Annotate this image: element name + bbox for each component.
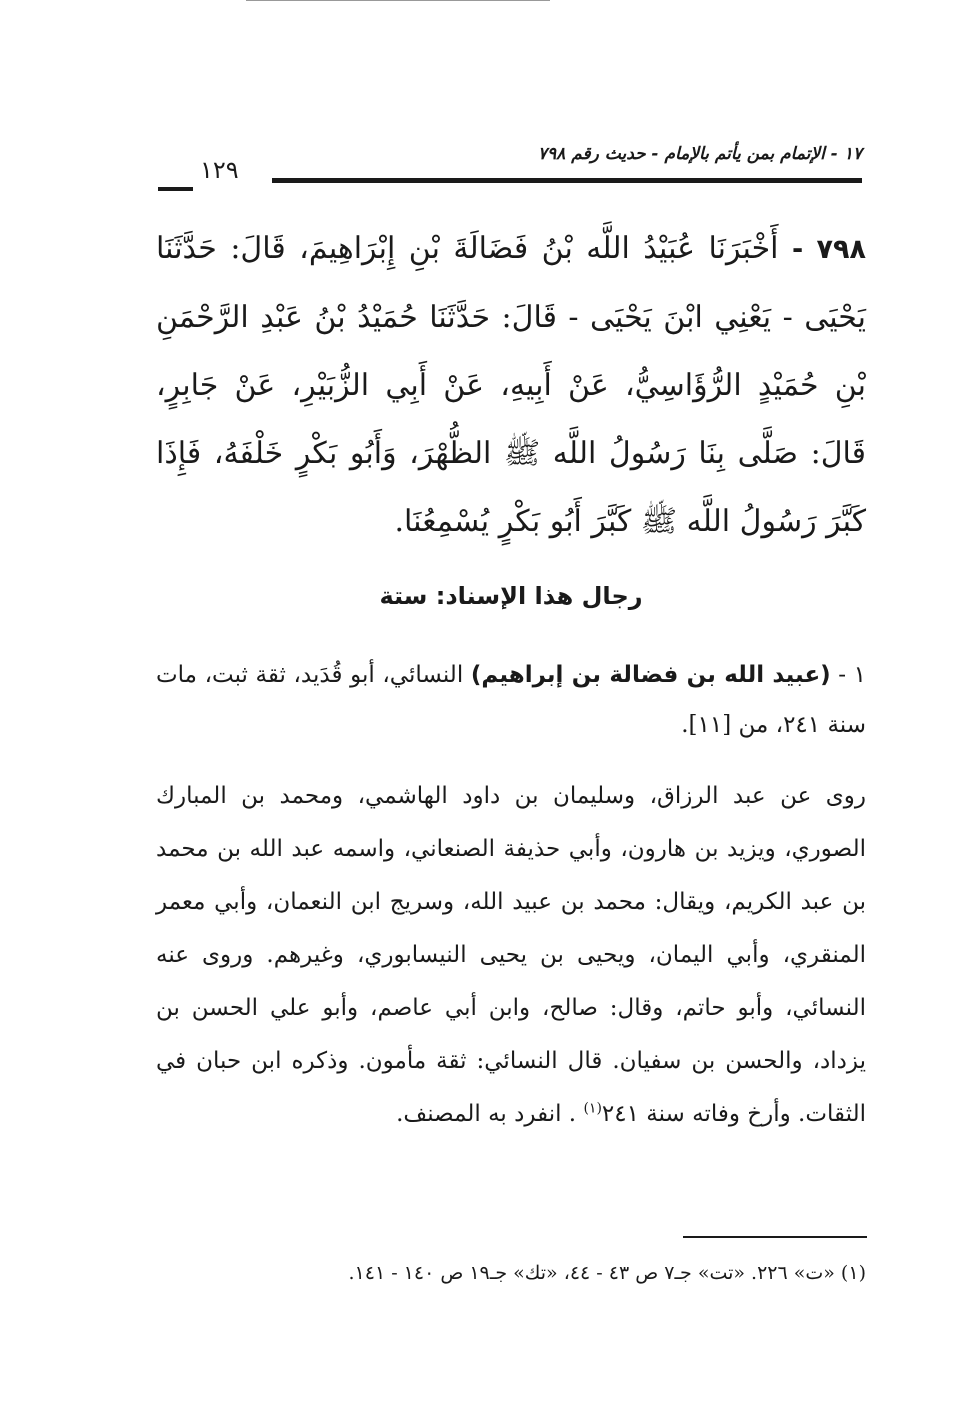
footnote: (١) «ت» ٢٢٦. «تت» جـ٧ ص ٤٣ - ٤٤، «تك» جـ١٩ ص ١٤٠ - ١٤١.: [348, 1262, 866, 1284]
narrator-biography: [156, 770, 866, 1141]
hadith-text: أَخْبَرَنَا عُبَيْدُ اللَّه بْنُ فَضَالَةَ بْنِ إِبْرَاهِيمَ، قَالَ: حَدَّثَنَا يَحْيَى - يَعْنِي ابْنَ يَحْيَى - قَالَ: حَدَّثَنَا حُمَيْدُ بْنُ عَبْدِ الرَّحْمَنِ بْنِ حُمَيْدٍ الرُّؤَاسِيُّ، عَنْ أَبِيهِ، عَنْ أَبِي الزُّبَيْرِ، عَنْ جَابِرٍ، قَالَ: صَلَّى بِنَا رَسُولُ اللَّه ﷺ الظُّهْرَ، وَأَبُو بَكْرٍ خَلْفَهُ، فَإِذَا كَبَّرَ رَسُولُ اللَّه ﷺ كَبَّرَ أَبُو بَكْرٍ يُسْمِعُنَا.: [156, 231, 866, 539]
header-rule-short: [158, 187, 193, 191]
hadith-number: ٧٩٨ -: [791, 234, 866, 265]
header-rule: [272, 178, 862, 183]
narrator-entry: [156, 650, 866, 750]
running-title: ١٧ - الإتمام بمن يأتم بالإمام - حديث رقم ٧٩٨: [537, 144, 862, 164]
narrator-name: (عبيد الله بن فضالة بن إبراهيم): [470, 662, 831, 688]
biography-text: روى عن عبد الرزاق، وسليمان بن داود الهاشمي، ومحمد بن المبارك الصوري، ويزيد بن هارون، وأبي حذيفة الصنعاني، واسمه عبد الله بن محمد بن عبد الكريم، ويقال: محمد بن عبيد الله، وسريج ابن النعمان، وأبي معمر المنقري، وأبي اليمان، ويحيى بن يحيى النيسابوري، وغيرهم. وروى عنه النسائي، وأبو حاتم، وقال: صالح، وابن أبي عاصم، وأبو علي الحسن بن يزداد، والحسن بن سفيان. قال النسائي: ثقة مأمون. وذكره ابن حبان في الثقات. وأرخ وفاته سنة ٢٤١: [156, 783, 866, 1127]
narrator-text: النسائي، أبو قُدَيد، ثقة ثبت، مات سنة ٢٤١، من [١١].: [156, 662, 866, 738]
section-heading: رجال هذا الإسناد: ستة: [379, 582, 643, 610]
page-number: ١٢٩: [200, 156, 239, 184]
footnote-reference[interactable]: (١): [583, 1100, 602, 1117]
narrator-number: ١ -: [838, 662, 867, 688]
running-header: [150, 132, 862, 190]
top-edge-rule: [246, 0, 550, 1]
footnote-separator: [683, 1236, 867, 1238]
hadith-text-block: [156, 215, 866, 556]
biography-text-end: . انفرد به المصنف.: [396, 1101, 577, 1127]
